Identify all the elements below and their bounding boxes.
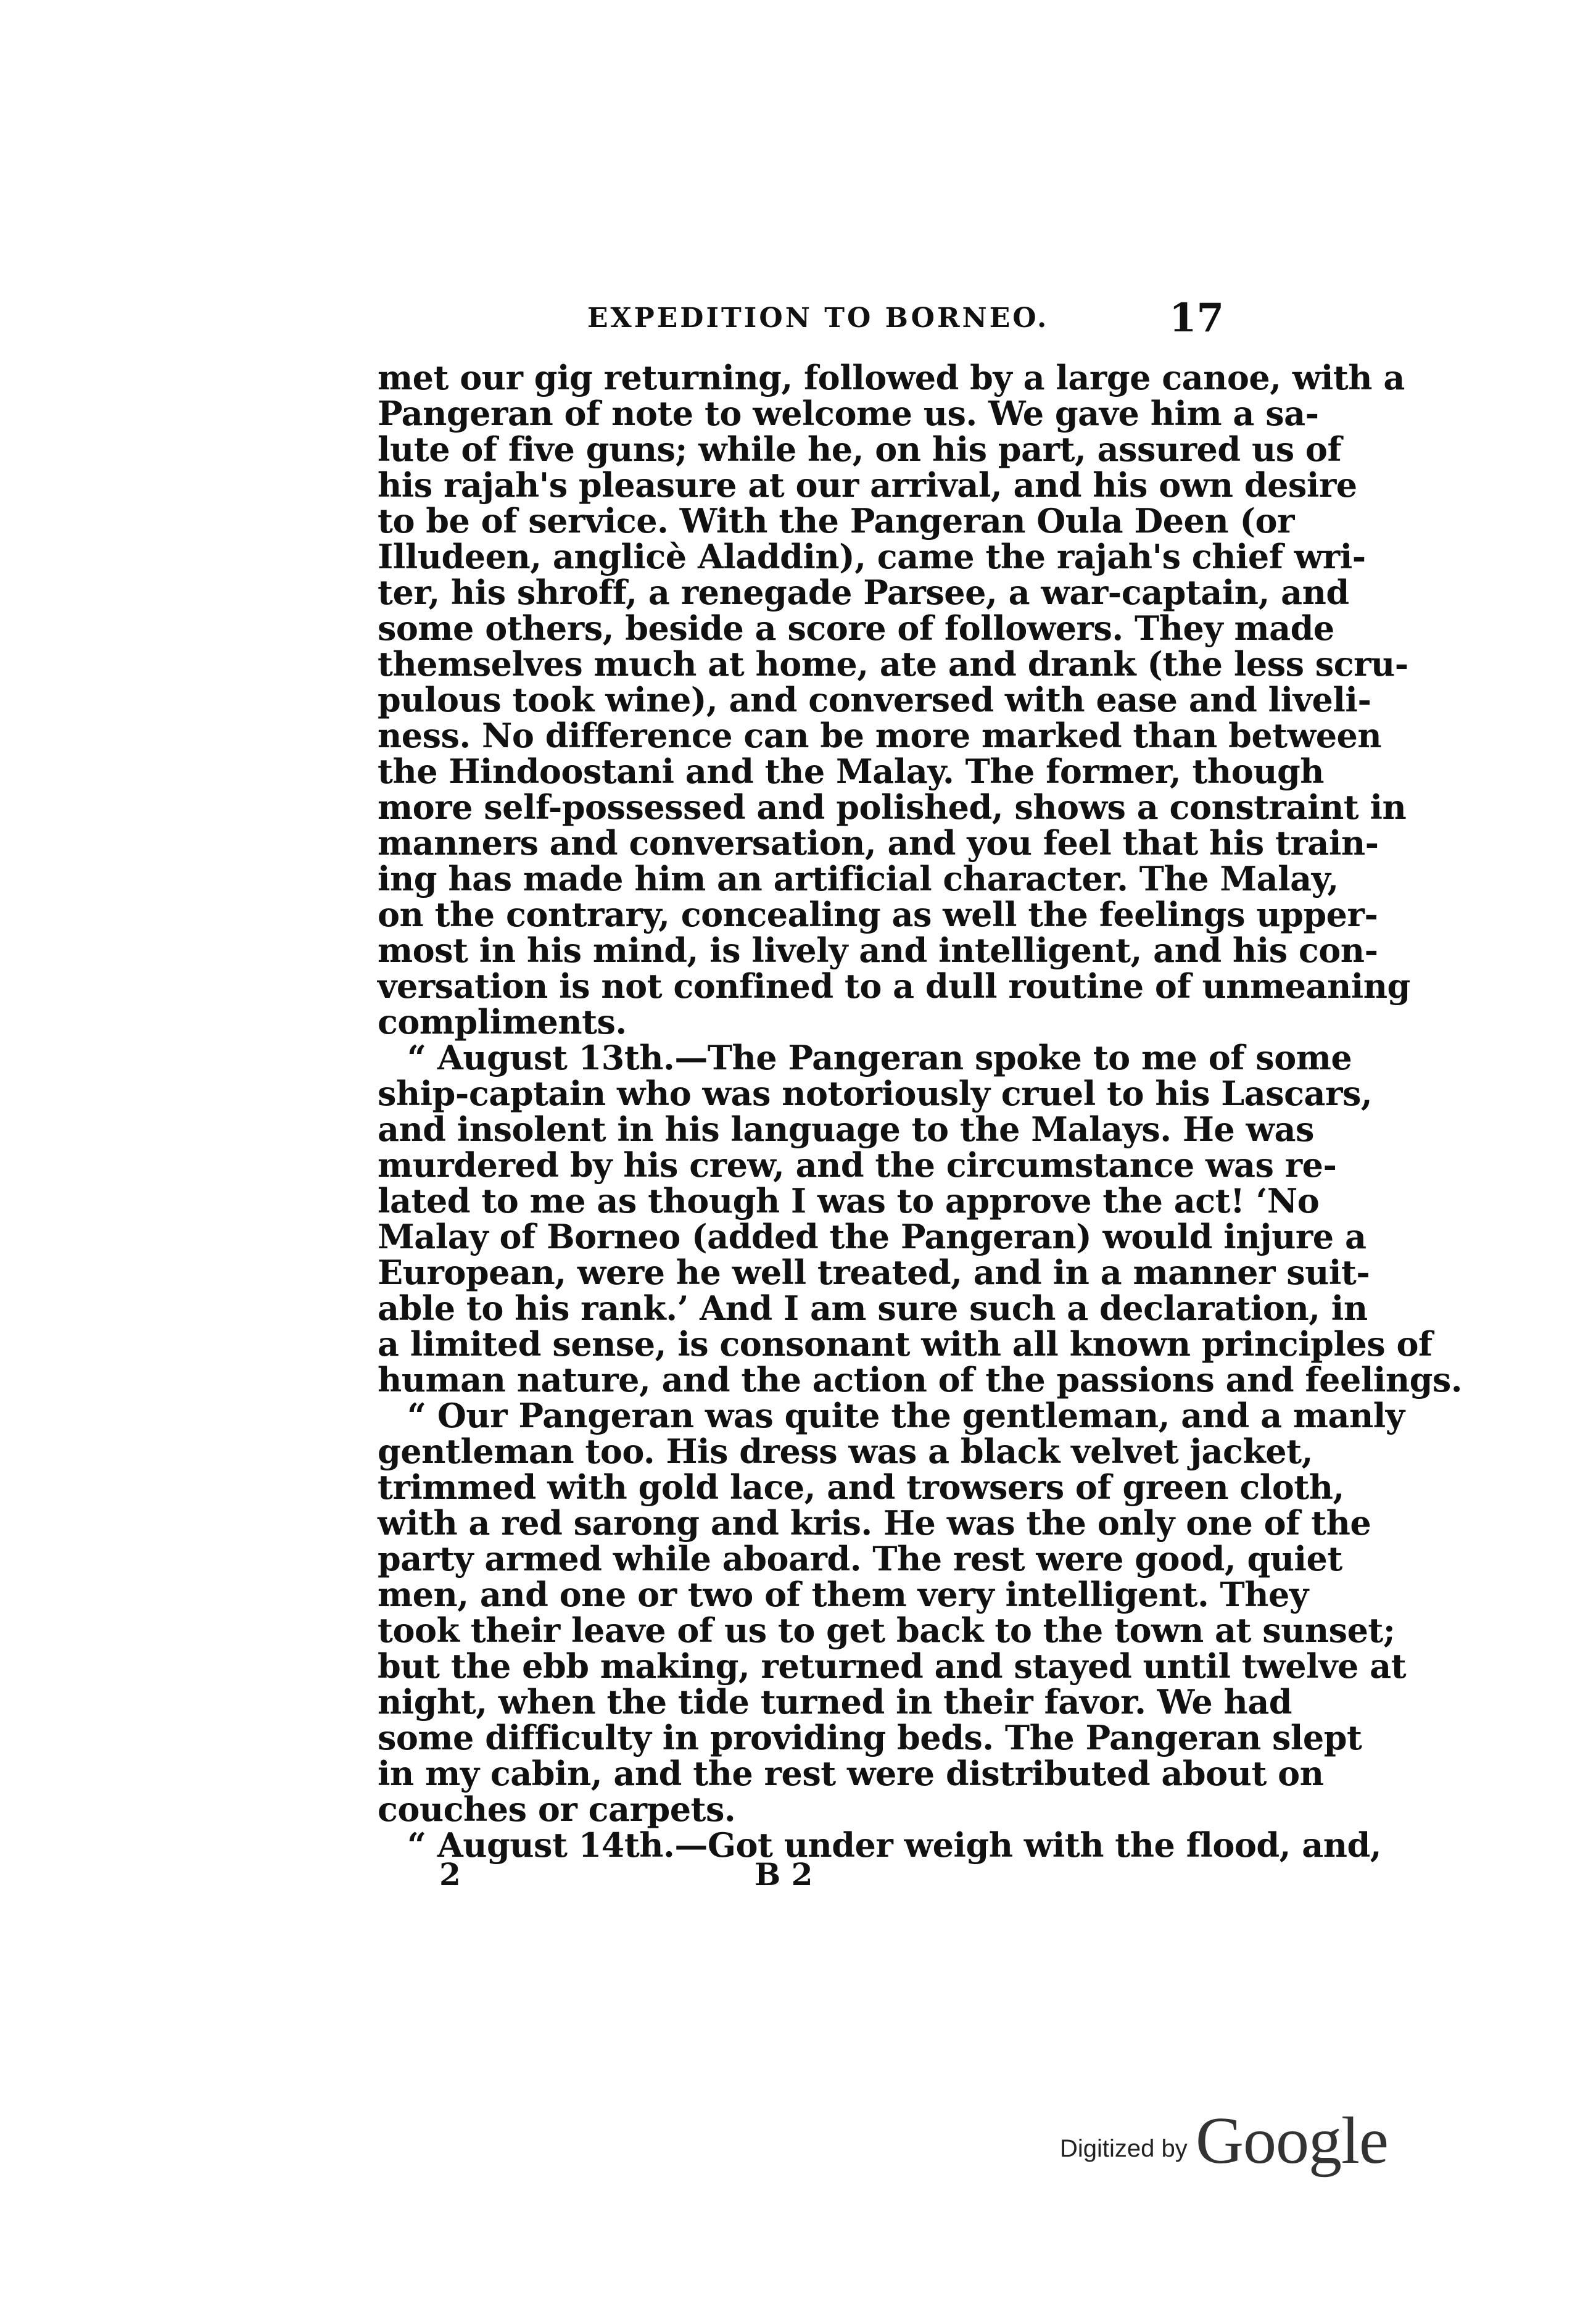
text-line: party armed while aboard. The rest were good, quiet xyxy=(378,1539,1342,1578)
text-line: some difficulty in providing beds. The Pangeran slept xyxy=(378,1718,1362,1757)
text-line: ter, his shroff, a renegade Parsee, a war-captain, and xyxy=(378,573,1349,612)
text-line: themselves much at home, ate and drank (the less scru- xyxy=(378,644,1408,684)
text-line: ship-captain who was notoriously cruel to his Lascars, xyxy=(378,1074,1373,1113)
text-line: murdered by his crew, and the circumstance was re- xyxy=(378,1145,1337,1185)
text-line: “ August 13th.—The Pangeran spoke to me of some xyxy=(407,1038,1352,1077)
text-line: “ Our Pangeran was quite the gentleman, and a manly xyxy=(407,1396,1405,1435)
text-line: human nature, and the action of the passions and feelings. xyxy=(378,1360,1463,1399)
text-line: ness. No difference can be more marked than between xyxy=(378,716,1382,755)
text-line: European, were he well treated, and in a manner suit- xyxy=(378,1253,1370,1292)
text-line: the Hindoostani and the Malay. The former, though xyxy=(378,752,1324,791)
text-line: manners and conversation, and you feel that his train- xyxy=(378,823,1379,863)
text-line: ing has made him an artificial character. The Malay, xyxy=(378,859,1339,898)
running-title: EXPEDITION TO BORNEO. xyxy=(587,302,1049,334)
text-line: on the contrary, concealing as well the feelings upper- xyxy=(378,895,1378,934)
text-line: trimmed with gold lace, and trowsers of green cloth, xyxy=(378,1467,1344,1507)
text-line: with a red sarong and kris. He was the only one of the xyxy=(378,1503,1371,1543)
text-line: lated to me as though I was to approve the act! ‘No xyxy=(378,1181,1320,1221)
text-line: lute of five guns; while he, on his part, assured us of xyxy=(378,429,1342,469)
text-line: couches or carpets. xyxy=(378,1789,736,1829)
text-line: but the ebb making, returned and stayed until twelve at xyxy=(378,1646,1407,1686)
text-line: compliments. xyxy=(378,1002,627,1042)
text-line: men, and one or two of them very intelligent. They xyxy=(378,1575,1309,1614)
text-line: gentleman too. His dress was a black velvet jacket, xyxy=(378,1432,1313,1471)
text-line: took their leave of us to get back to the town at sunset; xyxy=(378,1611,1395,1650)
text-line: Pangeran of note to welcome us. We gave him a sa- xyxy=(378,394,1319,433)
signature-mark-right: B 2 xyxy=(755,1856,813,1893)
text-line: more self-possessed and polished, shows a constraint in xyxy=(378,787,1407,827)
text-line: some others, beside a score of followers. They made xyxy=(378,608,1334,648)
body-text xyxy=(378,358,1463,1865)
google-logo: Google xyxy=(1196,2104,1388,2178)
digitized-by-watermark xyxy=(1060,2103,1388,2178)
text-line: Malay of Borneo (added the Pangeran) would injure a xyxy=(378,1217,1367,1256)
text-line: a limited sense, is consonant with all known principles of xyxy=(378,1324,1433,1364)
text-line: his rajah's pleasure at our arrival, and his own desire xyxy=(378,465,1357,505)
text-line: “ August 14th.—Got under weigh with the flood, and, xyxy=(407,1825,1382,1865)
text-line: and insolent in his language to the Malays. He was xyxy=(378,1109,1314,1149)
text-line: Illudeen, anglicè Aladdin), came the rajah's chief wri- xyxy=(378,537,1366,576)
page-number: 17 xyxy=(1168,295,1224,341)
text-line: pulous took wine), and conversed with ease and liveli- xyxy=(378,680,1371,719)
text-line: most in his mind, is lively and intelligent, and his con- xyxy=(378,931,1378,970)
digitized-by-label: Digitized by xyxy=(1060,2135,1188,2162)
text-line: in my cabin, and the rest were distributed about on xyxy=(378,1754,1324,1793)
signature-mark-left: 2 xyxy=(439,1856,461,1893)
text-line: versation is not confined to a dull routine of unmeaning xyxy=(378,966,1410,1006)
running-head xyxy=(378,295,1224,341)
text-line: met our gig returning, followed by a large canoe, with a xyxy=(378,358,1405,397)
text-line: night, when the tide turned in their favor. We had xyxy=(378,1682,1292,1722)
text-line: able to his rank.’ And I am sure such a declaration, in xyxy=(378,1288,1368,1328)
text-line: to be of service. With the Pangeran Oula Deen (or xyxy=(378,501,1294,541)
